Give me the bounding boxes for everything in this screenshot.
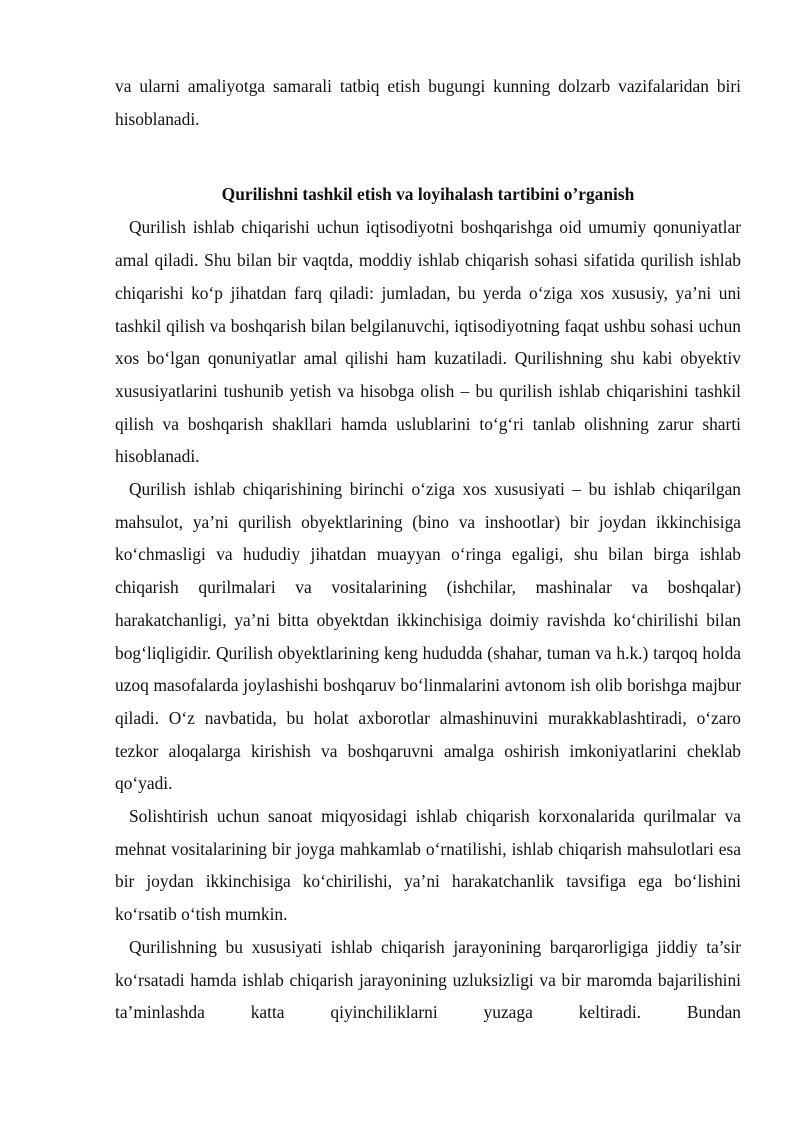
section-heading: Qurilishni tashkil etish va loyihalash tartibini o’rganish <box>221 184 635 205</box>
intro-paragraph: va ularni amaliyotga samarali tatbiq etish bugungi kunning dolzarb vazifalaridan biri hisoblanadi. <box>115 76 741 129</box>
body-paragraph-1: Qurilish ishlab chiqarishi uchun iqtisodiyotni boshqarishga oid umumiy qonuniyatlar amal qiladi. Shu bilan bir vaqtda, moddiy ishlab chiqarish sohasi sifatida qurilish ishlab chiqarishi ko‘p jihatdan farq qiladi: jumladan, bu yerda o‘ziga xos xususiy, ya’ni uni tashkil qilish va boshqarish bilan belgilanuvchi, iqtisodiyotning faqat ushbu sohasi uchun xos bo‘lgan qonuniyatlar amal qilishi ham kuzatiladi. Qurilishning shu kabi obyektiv xususiyatlarini tushunib yetish va hisobga olish – bu qurilish ishlab chiqarishini tashkil qilish va boshqarish shakllari hamda uslublarini to‘g‘ri tanlab olishning zarur sharti hisoblanadi. <box>115 217 741 467</box>
body-paragraph-2: Qurilish ishlab chiqarishining birinchi o‘ziga xos xususiyati – bu ishlab chiqarilgan mahsulot, ya’ni qurilish obyektlarining (bino va inshootlar) bir joydan ikkinchisiga ko‘chmasligi va hududiy jihatdan muayyan o‘ringa egaligi, shu bilan birga ishlab chiqarish qurilmalari va vositalarining (ishchilar, mashinalar va boshqalar) harakatchanligi, ya’ni bitta obyektdan ikkinchisiga doimiy ravishda ko‘chirilishi bilan bog‘liqligidir. Qurilish obyektlarining keng hududda (shahar, tuman va h.k.) tarqoq holda uzoq masofalarda joylashishi boshqaruv bo‘linmalarini avtonom ish olib borishga majbur qiladi. O‘z navbatida, bu holat axborotlar almashinuvini murakkablashtiradi, o‘zaro tezkor aloqalarga kirishish va boshqaruvni amalga oshirish imkoniyatlarini cheklab qo‘yadi. <box>115 479 741 794</box>
document-page <box>115 70 741 1029</box>
body-paragraph-3: Solishtirish uchun sanoat miqyosidagi ishlab chiqarish korxonalarida qurilmalar va mehnat vositalarining bir joyga mahkamlab o‘rnatilishi, ishlab chiqarish mahsulotlari esa bir joydan ikkinchisiga ko‘chirilishi, ya’ni harakatchanlik tavsifiga ega bo‘lishini ko‘rsatib o‘tish mumkin. <box>115 806 741 925</box>
body-paragraph-4: Qurilishning bu xususiyati ishlab chiqarish jarayonining barqarorligiga jiddiy ta’sir ko‘rsatadi hamda ishlab chiqarish jarayonining uzluksizligi va bir maromda bajarilishini ta’minlashda katta qiyinchiliklarni yuzaga keltiradi. Bundan <box>115 936 741 1023</box>
